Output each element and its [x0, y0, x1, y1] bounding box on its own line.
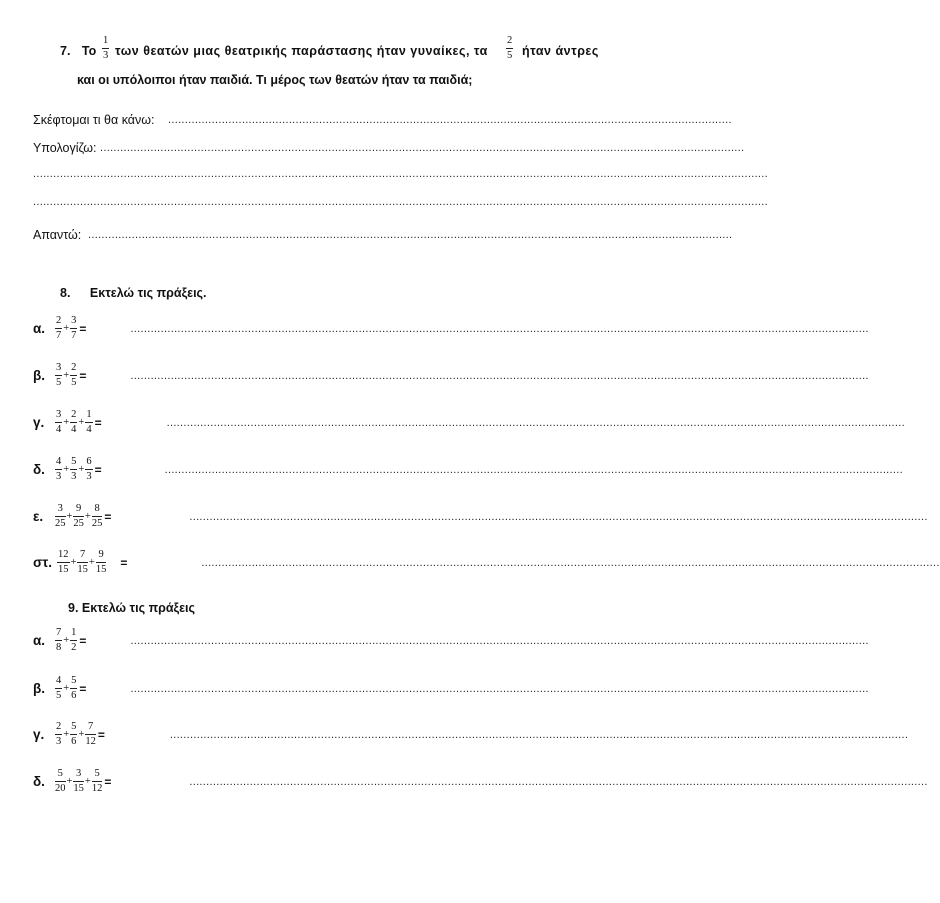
q8-answer-line[interactable]: ............................................................................................................................................................................................................................	[130, 322, 869, 335]
fraction	[85, 409, 92, 436]
fraction-denominator: 4	[86, 424, 92, 435]
q8-expression	[55, 315, 86, 342]
fraction-denominator: 2	[71, 642, 77, 653]
fraction-denominator: 6	[71, 736, 77, 747]
fraction-numerator: 12	[57, 549, 70, 563]
fraction-denominator: 5	[56, 377, 62, 388]
q7-number: 7.	[60, 44, 71, 58]
q7-f2-num: 2	[506, 35, 513, 49]
fraction-denominator: 20	[55, 783, 66, 794]
equals-sign: =	[104, 509, 112, 524]
q9-row-label: α.	[33, 633, 46, 648]
equals-sign: =	[79, 681, 87, 696]
plus-sign: +	[70, 557, 77, 568]
q8-row	[33, 409, 905, 436]
q8-expression	[57, 549, 127, 576]
fraction-denominator: 8	[56, 642, 62, 653]
q9-title: 9. Εκτελώ τις πράξεις	[68, 601, 196, 615]
fraction-numerator: 2	[55, 721, 62, 735]
fraction	[55, 409, 62, 436]
fraction	[92, 503, 103, 530]
fraction-numerator: 9	[73, 503, 84, 517]
fraction-numerator: 5	[70, 675, 77, 689]
q8-row	[33, 456, 903, 483]
q8-answer-line[interactable]: ............................................................................................................................................................................................................................	[201, 556, 940, 569]
fraction	[70, 675, 77, 702]
equals-sign: =	[79, 321, 87, 336]
q7-f2-den: 5	[507, 50, 513, 61]
q8-title-text: Εκτελώ τις πράξεις.	[89, 286, 207, 300]
fraction	[85, 456, 92, 483]
q9-row-label: δ.	[33, 774, 45, 789]
fraction-numerator: 3	[73, 768, 84, 782]
fraction-numerator: 5	[55, 768, 66, 782]
q8-answer-line[interactable]: ............................................................................................................................................................................................................................	[130, 369, 869, 382]
fraction-numerator: 3	[55, 409, 62, 423]
q7-think-answer-line[interactable]: ........................................................................................................................................................................	[168, 114, 732, 126]
q9-row-label: γ.	[33, 727, 45, 742]
fraction-denominator: 5	[56, 690, 62, 701]
fraction	[55, 362, 62, 389]
fraction-denominator: 15	[77, 564, 88, 575]
q8-row-label: στ.	[33, 555, 53, 570]
plus-sign: +	[78, 464, 85, 475]
fraction	[73, 503, 84, 530]
q9-answer-line[interactable]: ............................................................................................................................................................................................................................	[130, 634, 869, 647]
fraction-denominator: 15	[58, 564, 69, 575]
q8-row-label: γ.	[33, 415, 45, 430]
fraction-denominator: 12	[85, 736, 96, 747]
fraction-denominator: 25	[73, 518, 84, 529]
fraction	[57, 549, 70, 576]
fraction-numerator: 4	[55, 675, 62, 689]
q8-row-label: α.	[33, 321, 46, 336]
q8-answer-line[interactable]: ............................................................................................................................................................................................................................	[166, 416, 905, 429]
q7-line1	[60, 44, 96, 58]
fraction-numerator: 5	[70, 721, 77, 735]
q8-number: 8.	[60, 286, 71, 300]
fraction-numerator: 2	[70, 409, 77, 423]
q9-expression	[55, 768, 111, 795]
q7-fraction-1	[102, 35, 109, 62]
q8-expression	[55, 503, 111, 530]
fraction-numerator: 6	[85, 456, 92, 470]
fraction-numerator: 7	[85, 721, 96, 735]
equals-sign: =	[97, 727, 105, 742]
q8-answer-line[interactable]: ............................................................................................................................................................................................................................	[164, 463, 903, 476]
fraction-denominator: 7	[71, 330, 77, 341]
fraction-denominator: 3	[56, 471, 62, 482]
q7-calc-label: Υπολογίζω:	[33, 141, 97, 155]
fraction-denominator: 15	[95, 564, 107, 575]
fraction-numerator: 3	[70, 315, 77, 329]
q7-f1-den: 3	[103, 50, 109, 61]
plus-sign: +	[66, 511, 73, 522]
fraction-numerator: 2	[55, 315, 62, 329]
plus-sign: +	[63, 417, 70, 428]
q8-row	[33, 503, 928, 530]
q8-expression	[55, 409, 102, 436]
fraction-numerator: 3	[55, 362, 62, 376]
q7-word-to: Το	[81, 44, 97, 58]
q7-work-line-2[interactable]: ...........................................................................................................................................................................................................................	[33, 196, 768, 208]
plus-sign: +	[78, 417, 85, 428]
fraction-denominator: 7	[56, 330, 62, 341]
fraction	[55, 675, 62, 702]
fraction-denominator: 12	[91, 783, 103, 794]
q7-calc-answer-line[interactable]: ................................................................................................................................................................................................	[100, 142, 745, 154]
q7-answer-line[interactable]: ................................................................................................................................................................................................	[88, 229, 733, 241]
fraction-numerator: 8	[92, 503, 103, 517]
q9-row	[33, 768, 928, 795]
fraction	[92, 768, 103, 795]
fraction-numerator: 4	[55, 456, 62, 470]
fraction-denominator: 5	[71, 377, 77, 388]
q7-text-mid: των θεατών μιας θεατρικής παράστασης ήταν γυναίκες, τα	[115, 44, 488, 58]
q8-row	[33, 549, 940, 576]
q8-row-label: β.	[33, 368, 45, 383]
equals-sign: =	[104, 774, 112, 789]
fraction-denominator: 3	[86, 471, 92, 482]
plus-sign: +	[63, 323, 70, 334]
equals-sign: =	[94, 462, 102, 477]
plus-sign: +	[84, 511, 91, 522]
fraction-numerator: 7	[55, 627, 62, 641]
equals-sign: =	[120, 555, 128, 570]
fraction	[96, 549, 107, 576]
q7-answer-label: Απαντώ:	[33, 228, 82, 242]
equals-sign: =	[79, 368, 87, 383]
q9-expression	[55, 627, 86, 654]
fraction-denominator: 4	[71, 424, 77, 435]
q9-row	[33, 627, 869, 654]
fraction-denominator: 15	[73, 783, 84, 794]
fraction	[70, 456, 77, 483]
q9-answer-line[interactable]: ............................................................................................................................................................................................................................	[130, 682, 869, 695]
fraction-numerator: 5	[92, 768, 103, 782]
fraction	[55, 315, 62, 342]
q8-row-label: δ.	[33, 462, 45, 477]
q8-expression	[55, 362, 86, 389]
fraction	[70, 721, 77, 748]
q9-expression	[55, 721, 105, 748]
q9-row	[33, 721, 909, 748]
q7-line2: και οι υπόλοιποι ήταν παιδιά. Τι μέρος των θεατών ήταν τα παιδιά;	[77, 73, 473, 87]
fraction-numerator: 5	[70, 456, 77, 470]
q8-row	[33, 315, 869, 342]
plus-sign: +	[63, 683, 70, 694]
q7-fraction-2	[506, 35, 513, 62]
q9-expression	[55, 675, 86, 702]
plus-sign: +	[78, 729, 85, 740]
plus-sign: +	[88, 557, 95, 568]
fraction	[77, 549, 88, 576]
fraction-denominator: 25	[55, 518, 66, 529]
equals-sign: =	[94, 415, 102, 430]
plus-sign: +	[63, 464, 70, 475]
q8-title	[60, 286, 207, 300]
q9-row-label: β.	[33, 681, 45, 696]
fraction-numerator: 3	[55, 503, 66, 517]
fraction-denominator: 6	[71, 690, 77, 701]
q9-answer-line[interactable]: ............................................................................................................................................................................................................................	[189, 775, 928, 788]
fraction-numerator: 1	[85, 409, 92, 423]
fraction-denominator: 4	[56, 424, 62, 435]
fraction-denominator: 3	[71, 471, 77, 482]
q8-expression	[55, 456, 102, 483]
fraction	[55, 456, 62, 483]
fraction-denominator: 3	[56, 736, 62, 747]
fraction	[70, 362, 77, 389]
equals-sign: =	[79, 633, 87, 648]
plus-sign: +	[63, 729, 70, 740]
fraction	[55, 721, 62, 748]
fraction	[70, 627, 77, 654]
q8-answer-line[interactable]: ............................................................................................................................................................................................................................	[189, 510, 928, 523]
fraction	[73, 768, 84, 795]
plus-sign: +	[66, 776, 73, 787]
q9-answer-line[interactable]: ............................................................................................................................................................................................................................	[169, 728, 909, 741]
plus-sign: +	[63, 370, 70, 381]
fraction	[70, 409, 77, 436]
q7-f1-num: 1	[102, 35, 109, 49]
plus-sign: +	[84, 776, 91, 787]
fraction	[85, 721, 96, 748]
fraction	[70, 315, 77, 342]
fraction-numerator: 2	[70, 362, 77, 376]
q9-row	[33, 675, 869, 702]
fraction	[55, 627, 62, 654]
fraction	[55, 503, 66, 530]
q7-text-end: ήταν άντρες	[522, 44, 599, 58]
q8-row	[33, 362, 869, 389]
q8-row-label: ε.	[33, 509, 44, 524]
fraction-numerator: 1	[70, 627, 77, 641]
fraction-denominator: 25	[91, 518, 103, 529]
fraction-numerator: 7	[77, 549, 88, 563]
plus-sign: +	[63, 635, 70, 646]
q7-think-label: Σκέφτομαι τι θα κάνω:	[33, 113, 155, 127]
fraction	[55, 768, 66, 795]
q7-work-line-1[interactable]: ...........................................................................................................................................................................................................................	[33, 168, 768, 180]
fraction-numerator: 9	[96, 549, 107, 563]
